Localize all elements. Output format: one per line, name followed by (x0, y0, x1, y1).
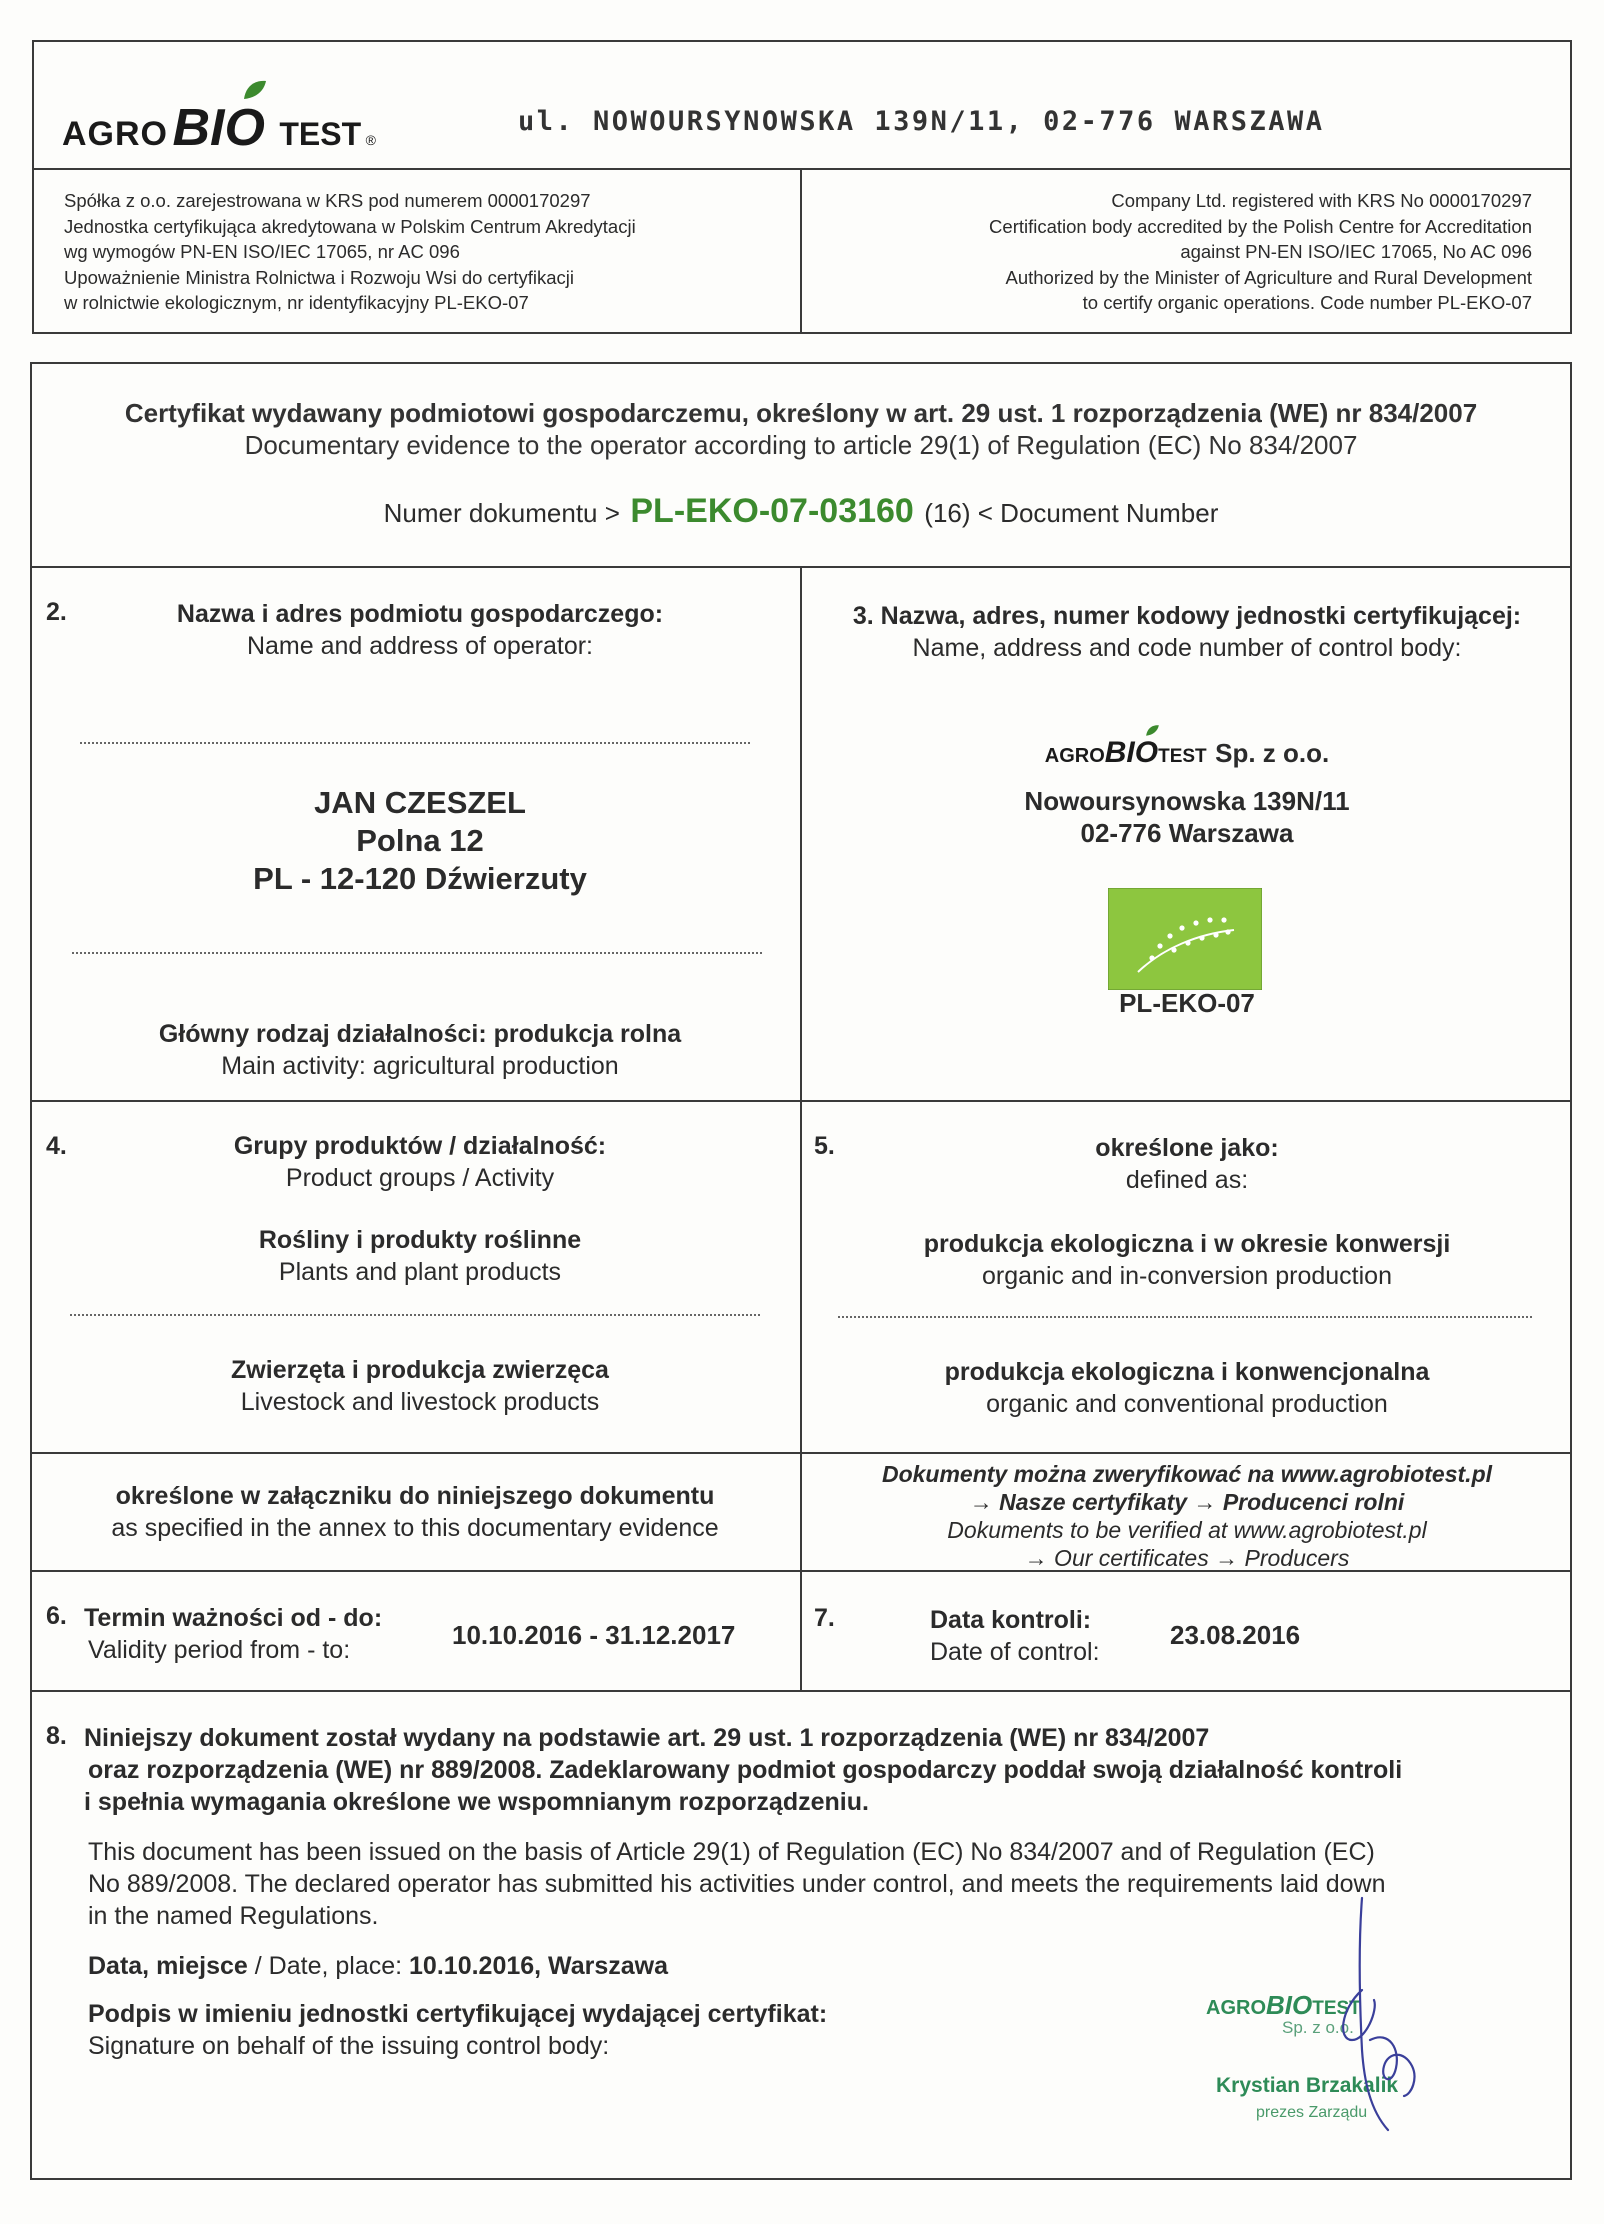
control-date-label-pl: Data kontroli: (930, 1606, 1092, 1634)
header-pl-line: wg wymogów PN-EN ISO/IEC 17065, nr AC 096 (64, 241, 460, 262)
product-group-1-en: Plants and plant products (278, 1258, 562, 1286)
verification-note (802, 1460, 1572, 1572)
logo-bio-text: BIO (172, 99, 265, 157)
small-logo-bio-text: BIO (1104, 736, 1159, 769)
section-5-number: 5. (814, 1132, 835, 1160)
section-2-title-pl: Nazwa i adres podmiotu gospodarczego: (176, 600, 664, 628)
header-divider (32, 168, 1572, 170)
stamp-role: prezes Zarządu (1256, 2104, 1368, 2121)
small-logo-bio (1105, 736, 1158, 769)
header-pl-line: Spółka z o.o. zarejestrowana w KRS pod numerem 0000170297 (64, 190, 591, 211)
verification-pl-line-1: Dokumenty można zweryfikować na www.agrobiotest.pl (881, 1461, 1493, 1487)
section-7-number: 7. (814, 1604, 835, 1632)
issue-date-label-pl: Data, miejsce (88, 1952, 248, 1980)
signature-label-en: Signature on behalf of the issuing control body: (88, 2032, 610, 2060)
document-number-line (30, 492, 1572, 531)
stamp-name: Krystian Brzakalik (1216, 2074, 1399, 2097)
operator-name: JAN CZESZEL (314, 785, 526, 820)
header-en-line: to certify organic operations. Code number PL-EKO-07 (1082, 292, 1532, 313)
control-body-name (802, 736, 1572, 770)
section-2-number: 2. (46, 598, 67, 626)
handwritten-signature-icon (1300, 1890, 1460, 2150)
verification-en-line-1: Dokuments to be verified at www.agrobiotest.pl (947, 1517, 1427, 1543)
header-column-divider (800, 168, 802, 334)
section-2-title-en: Name and address of operator: (246, 632, 594, 660)
section-5-dotted-separator (838, 1316, 1532, 1318)
operator-city: PL - 12-120 Dźwierzuty (253, 861, 587, 896)
title-pl: Certyfikat wydawany podmiotowi gospodarczemu, określony w art. 29 ust. 1 rozporządzenia (WE) nr 834/2007 (124, 398, 1478, 428)
control-body-code: PL-EKO-07 (1119, 988, 1255, 1018)
header-en-line: Authorized by the Minister of Agriculture and Rural Development (1005, 266, 1532, 288)
control-body-suffix: Sp. z o.o. (1215, 738, 1330, 768)
small-logo-test: TEST (1158, 746, 1207, 767)
small-logo-agro: AGRO (1044, 745, 1105, 767)
header-en-line: Certification body accredited by the Polish Centre for Accreditation (989, 215, 1532, 237)
verification-pl-line-2: → Nasze certyfikaty → Producenci rolni (969, 1489, 1405, 1515)
stamp-logo-agro: AGRO (1206, 1997, 1266, 2019)
logo-test-text: TEST (279, 116, 362, 152)
annex-pl: określone w załączniku do niniejszego dokumentu (115, 1482, 715, 1510)
section-4-title-pl: Grupy produktów / działalność: (233, 1132, 607, 1160)
defined-as-1-pl: produkcja ekologiczna i w okresie konwersji (923, 1230, 1451, 1258)
main-activity-value-pl: produkcja rolna (493, 1020, 682, 1048)
product-group-2-pl: Zwierzęta i produkcja zwierzęca (231, 1356, 609, 1384)
operator-street: Polna 12 (356, 823, 484, 858)
section-8-pl-line: i spełnia wymagania określone we wspomnianym rozporządzeniu. (84, 1788, 869, 1816)
validity-label-en: Validity period from - to: (88, 1636, 351, 1664)
issue-date-value: 10.10.2016, Warszawa (409, 1952, 669, 1980)
section-8-en-line: No 889/2008. The declared operator has submitted his activities under control, and meets the requirements laid down (88, 1870, 1386, 1898)
verification-en-line-2: → Our certificates → Producers (1024, 1545, 1350, 1571)
defined-as-1-en: organic and in-conversion production (982, 1262, 1392, 1290)
divider-section-6-7 (30, 1690, 1572, 1692)
header-pl-text (64, 188, 784, 316)
document-number: PL-EKO-07-03160 (630, 492, 914, 530)
eu-organic-logo-icon (1108, 888, 1262, 990)
leaf-icon (242, 79, 268, 101)
agrobiotest-logo (62, 98, 376, 158)
annex-en: as specified in the annex to this documentary evidence (111, 1514, 719, 1542)
document-number-label-pl: Numer dokumentu > (383, 498, 620, 528)
header-en-line: against PN-EN ISO/IEC 17065, No AC 096 (1180, 241, 1532, 262)
header-en-line: Company Ltd. registered with KRS No 0000170297 (1111, 190, 1532, 211)
stamp-subtitle: Sp. z o.o. (1282, 2018, 1354, 2037)
section-4-number: 4. (46, 1132, 67, 1160)
header-address: ul. NOWOURSYNOWSKA 139N/11, 02-776 WARSZAWA (518, 106, 1325, 137)
section-4-dotted-separator (70, 1314, 760, 1316)
section-8-pl-line: Niniejszy dokument został wydany na podstawie art. 29 ust. 1 rozporządzenia (WE) nr 834/2007 (84, 1724, 1210, 1752)
logo-bio (172, 99, 279, 157)
defined-as-2-pl: produkcja ekologiczna i konwencjonalna (944, 1358, 1430, 1386)
main-activity-en: Main activity: agricultural production (221, 1052, 619, 1080)
header-en-text (810, 188, 1532, 316)
section-5-title-en: defined as: (1125, 1166, 1249, 1194)
validity-period-value: 10.10.2016 - 31.12.2017 (452, 1620, 736, 1650)
stamp-logo-test: TEST (1312, 1998, 1361, 2019)
main-activity-label-pl: Główny rodzaj działalności: (158, 1020, 487, 1048)
issue-date-label-en: / Date, place: (247, 1952, 403, 1980)
section-2-dotted-separator (80, 742, 750, 744)
section-5-title-pl: określone jako: (1095, 1134, 1279, 1162)
control-date-label-en: Date of control: (930, 1638, 1100, 1666)
control-date-value: 23.08.2016 (1170, 1620, 1301, 1650)
section-4-title-en: Product groups / Activity (285, 1164, 555, 1192)
section-8-pl-text (84, 1722, 1564, 1818)
product-group-1-pl: Rośliny i produkty roślinne (258, 1226, 582, 1254)
section-2-dotted-separator-2 (72, 952, 762, 954)
header-pl-line: Upoważnienie Ministra Rolnictwa i Rozwoju Wsi do certyfikacji (64, 266, 574, 288)
section-3-title-en: Name, address and code number of control body: (912, 634, 1462, 662)
header-pl-line: w rolnictwie ekologicznym, nr identyfikacyjny PL-EKO-07 (64, 292, 529, 313)
validity-label-pl: Termin ważności od - do: (84, 1604, 383, 1632)
section-8-en-line: This document has been issued on the basis of Article 29(1) of Regulation (EC) No 834/2007 and of Regulation (EC) (88, 1838, 1375, 1866)
logo-reg-mark: ® (365, 132, 376, 148)
stamp-logo-bio: BIO (1266, 1990, 1313, 2020)
header-pl-line: Jednostka certyfikująca akredytowana w Polskim Centrum Akredytacji (64, 215, 636, 237)
control-body-city: 02-776 Warszawa (1080, 818, 1294, 848)
section-6-number: 6. (46, 1602, 67, 1630)
section-8-number: 8. (46, 1722, 67, 1750)
section-8-pl-line: oraz rozporządzenia (WE) nr 889/2008. Zadeklarowany podmiot gospodarczy poddał swoją działalność kontroli (88, 1756, 1403, 1784)
title-en: Documentary evidence to the operator according to article 29(1) of Regulation (EC) No 834/2007 (244, 430, 1358, 460)
product-group-2-en: Livestock and livestock products (240, 1388, 600, 1416)
document-number-label-en: (16) < Document Number (924, 498, 1219, 528)
defined-as-2-en: organic and conventional production (986, 1390, 1388, 1418)
leaf-icon (1145, 724, 1160, 737)
section-8-en-line: in the named Regulations. (88, 1902, 379, 1930)
signature-label-pl: Podpis w imieniu jednostki certyfikującej wydającej certyfikat: (88, 2000, 828, 2028)
logo-agro-text: AGRO (62, 115, 168, 153)
issue-date-line (88, 1950, 668, 1982)
main-activity-pl (40, 1018, 800, 1050)
control-body-street: Nowoursynowska 139N/11 (1024, 786, 1350, 816)
section-3-title-pl: 3. Nazwa, adres, numer kodowy jednostki certyfikującej: (852, 602, 1522, 630)
